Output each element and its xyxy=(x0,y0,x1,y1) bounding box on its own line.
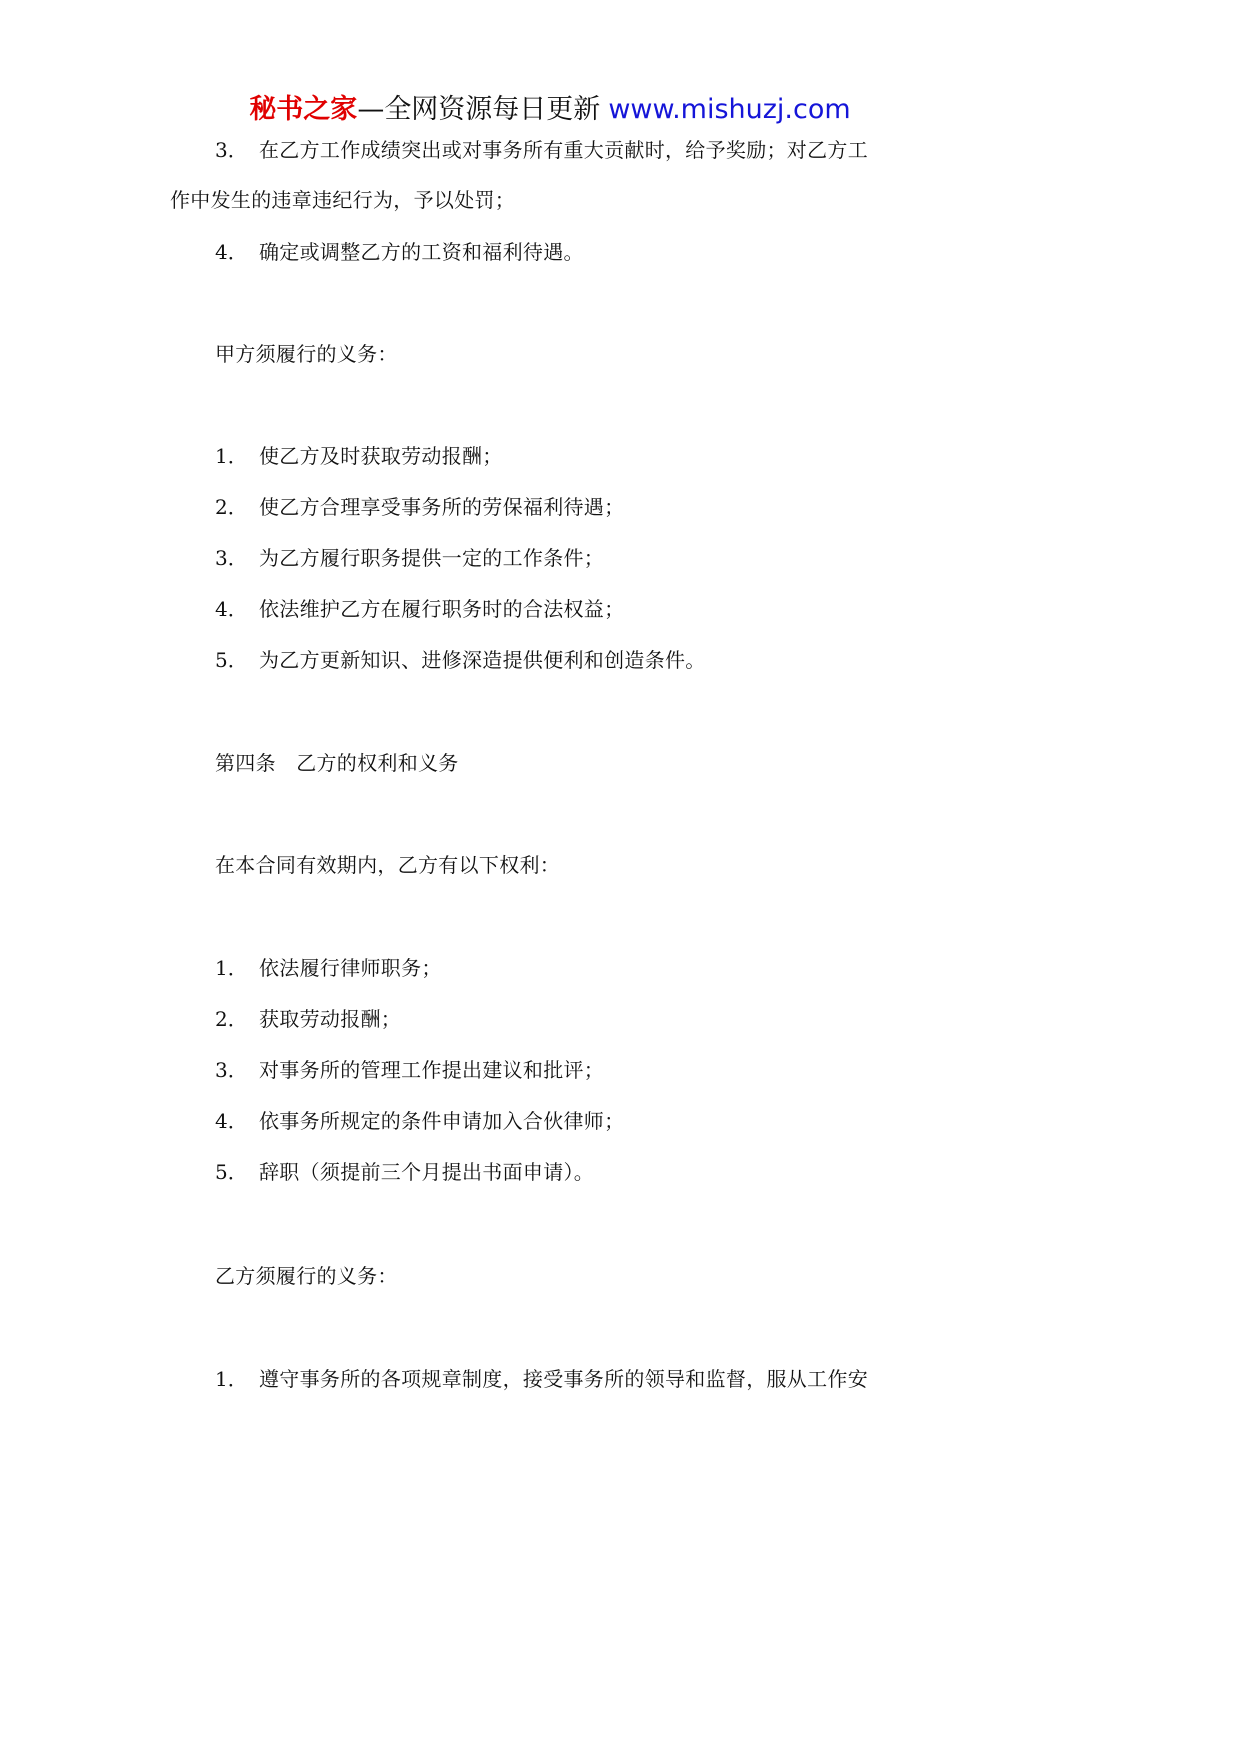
list-item-number: 4． xyxy=(215,597,248,621)
list-item xyxy=(215,441,503,471)
site-url-link[interactable]: www.mishuzj.com xyxy=(608,94,851,125)
list-item-number: 3． xyxy=(215,546,248,570)
list-item-text: 在乙方工作成绩突出或对事务所有重大贡献时，给予奖励；对乙方工 xyxy=(259,138,868,162)
list-item-number: 1． xyxy=(215,956,248,980)
list-item xyxy=(215,1106,624,1136)
list-item-number: 3． xyxy=(215,1058,248,1082)
site-brand: 秘书之家 xyxy=(249,94,358,125)
list-item-text: 依法履行律师职务； xyxy=(259,956,442,980)
list-item xyxy=(215,1004,401,1034)
list-item xyxy=(215,543,604,573)
list-item-number: 2． xyxy=(215,1007,248,1031)
list-item xyxy=(215,1364,868,1394)
section-heading-party-b-duties: 乙方须履行的义务： xyxy=(215,1264,398,1288)
list-item xyxy=(215,1055,604,1085)
list-item-text: 遵守事务所的各项规章制度，接受事务所的领导和监督，服从工作安 xyxy=(259,1367,868,1391)
list-item-text: 辞职（须提前三个月提出书面申请）。 xyxy=(259,1160,595,1184)
site-slogan: —全网资源每日更新 xyxy=(357,94,601,125)
article-heading: 第四条 乙方的权利和义务 xyxy=(215,751,459,775)
list-item xyxy=(215,953,442,983)
list-item-number: 3． xyxy=(215,138,248,162)
list-item-number: 5． xyxy=(215,1160,248,1184)
list-item-text: 为乙方更新知识、进修深造提供便利和创造条件。 xyxy=(259,648,706,672)
list-item-number: 4． xyxy=(215,240,248,264)
paragraph-continuation: 作中发生的违章违纪行为，予以处罚； xyxy=(170,188,516,212)
list-item-text: 为乙方履行职务提供一定的工作条件； xyxy=(259,546,605,570)
list-item xyxy=(215,645,706,675)
list-item xyxy=(215,492,624,522)
site-header xyxy=(0,90,1100,130)
list-item xyxy=(215,594,624,624)
list-item-text: 依法维护乙方在履行职务时的合法权益； xyxy=(259,597,625,621)
list-item-number: 4． xyxy=(215,1109,248,1133)
list-item-text: 对事务所的管理工作提出建议和批评； xyxy=(259,1058,605,1082)
list-item-number: 1． xyxy=(215,1367,248,1391)
section-heading-party-a-duties: 甲方须履行的义务： xyxy=(215,342,398,366)
list-item-number: 5． xyxy=(215,648,248,672)
list-item-text: 获取劳动报酬； xyxy=(259,1007,402,1031)
list-item-text: 确定或调整乙方的工资和福利待遇。 xyxy=(259,240,584,264)
list-item-text: 使乙方及时获取劳动报酬； xyxy=(259,444,503,468)
list-item-text: 依事务所规定的条件申请加入合伙律师； xyxy=(259,1109,625,1133)
section-heading-party-b-rights: 在本合同有效期内，乙方有以下权利： xyxy=(215,853,561,877)
list-item xyxy=(215,135,868,165)
list-item-text: 使乙方合理享受事务所的劳保福利待遇； xyxy=(259,495,625,519)
list-item xyxy=(215,1157,594,1187)
list-item-number: 2． xyxy=(215,495,248,519)
list-item-number: 1． xyxy=(215,444,248,468)
list-item xyxy=(215,237,584,267)
